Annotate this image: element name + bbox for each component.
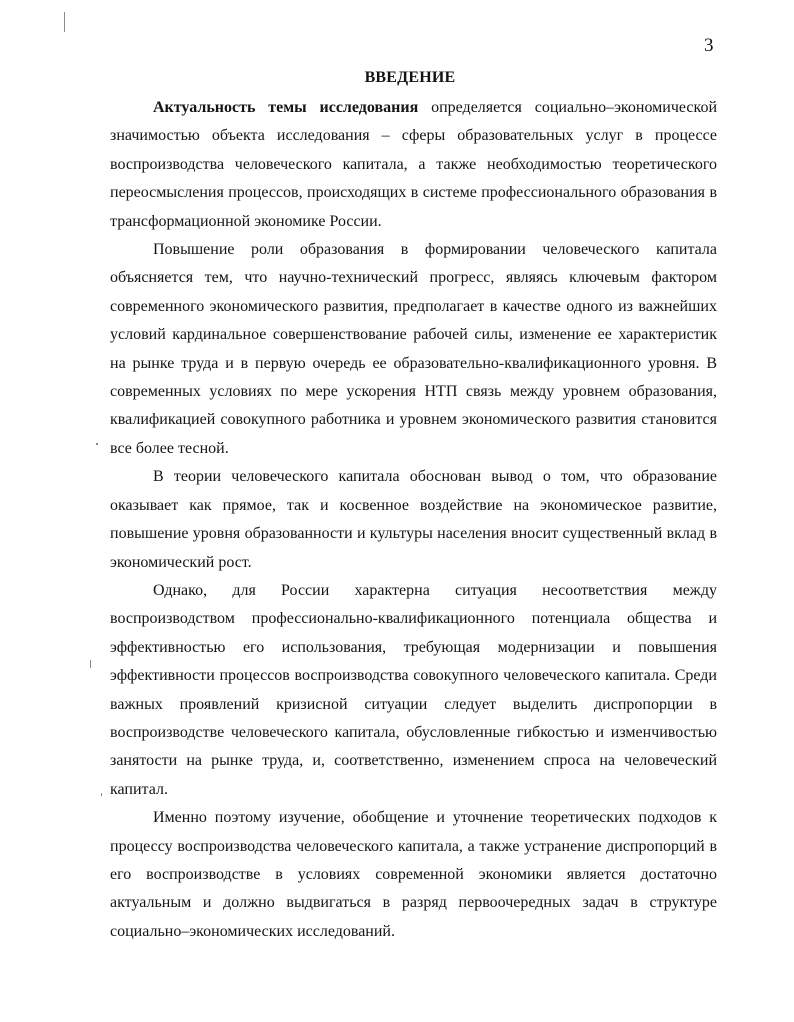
document-body [110,94,717,946]
paragraph-lead: Актуальность темы исследования [153,99,419,116]
paragraph: Повышение роли образования в формировании человеческого капитала объясняется тем, что научно-технический прогресс, являясь ключевым фактором современного экономического развития, предполагает в качестве одного из важнейших условий кардинальное совершенствование рабочей силы, изменение ее характеристик на рынке труда и в первую очередь ее образовательно-квалификационного уровня. В современных условиях по мере ускорения НТП связь между уровнем образования, квалификацией совокупного работника и уровнем экономического развития становится все более тесной. [110,241,717,457]
page-title: ВВЕДЕНИЕ [364,69,456,86]
paragraph [110,94,717,236]
scan-mark [96,443,98,445]
scan-mark [101,793,102,796]
scan-mark [90,660,91,668]
paragraph: Именно поэтому изучение, обобщение и уточнение теоретических подходов к процессу воспроизводства человеческого капитала, а также устранение диспропорций в его воспроизводстве в условиях современной экономики является достаточно актуальным и должно выдвигаться в разряд первоочередных задач в структуре социально–экономических исследований. [110,809,717,940]
page-number: 3 [704,35,714,56]
paragraph-text: определяется социально–экономической значимостью объекта исследования – сферы образовательных услуг в процессе воспроизводства человеческого капитала, а также необходимостью теоретического переосмысления процессов, происходящих в системе профессионального образования в трансформационной экономике России. [110,99,718,230]
paragraph: Однако, для России характерна ситуация несоответствия между воспроизводством профессионально-квалификационного потенциала общества и эффективностью его использования, требующая модернизации и повышения эффективности процессов воспроизводства совокупного человеческого капитала. Среди важных проявлений кризисной ситуации следует выделить диспропорции в воспроизводстве человеческого капитала, обусловленные гибкостью и изменчивостью занятости на рынке труда, и, соответственно, изменением спроса на человеческий капитал. [110,581,717,798]
scan-mark [64,12,65,32]
paragraph: В теории человеческого капитала обоснован вывод о том, что образование оказывает как прямое, так и косвенное воздействие на экономическое развитие, повышение уровня образованности и культуры населения вносит существенный вклад в экономический рост. [110,468,717,571]
